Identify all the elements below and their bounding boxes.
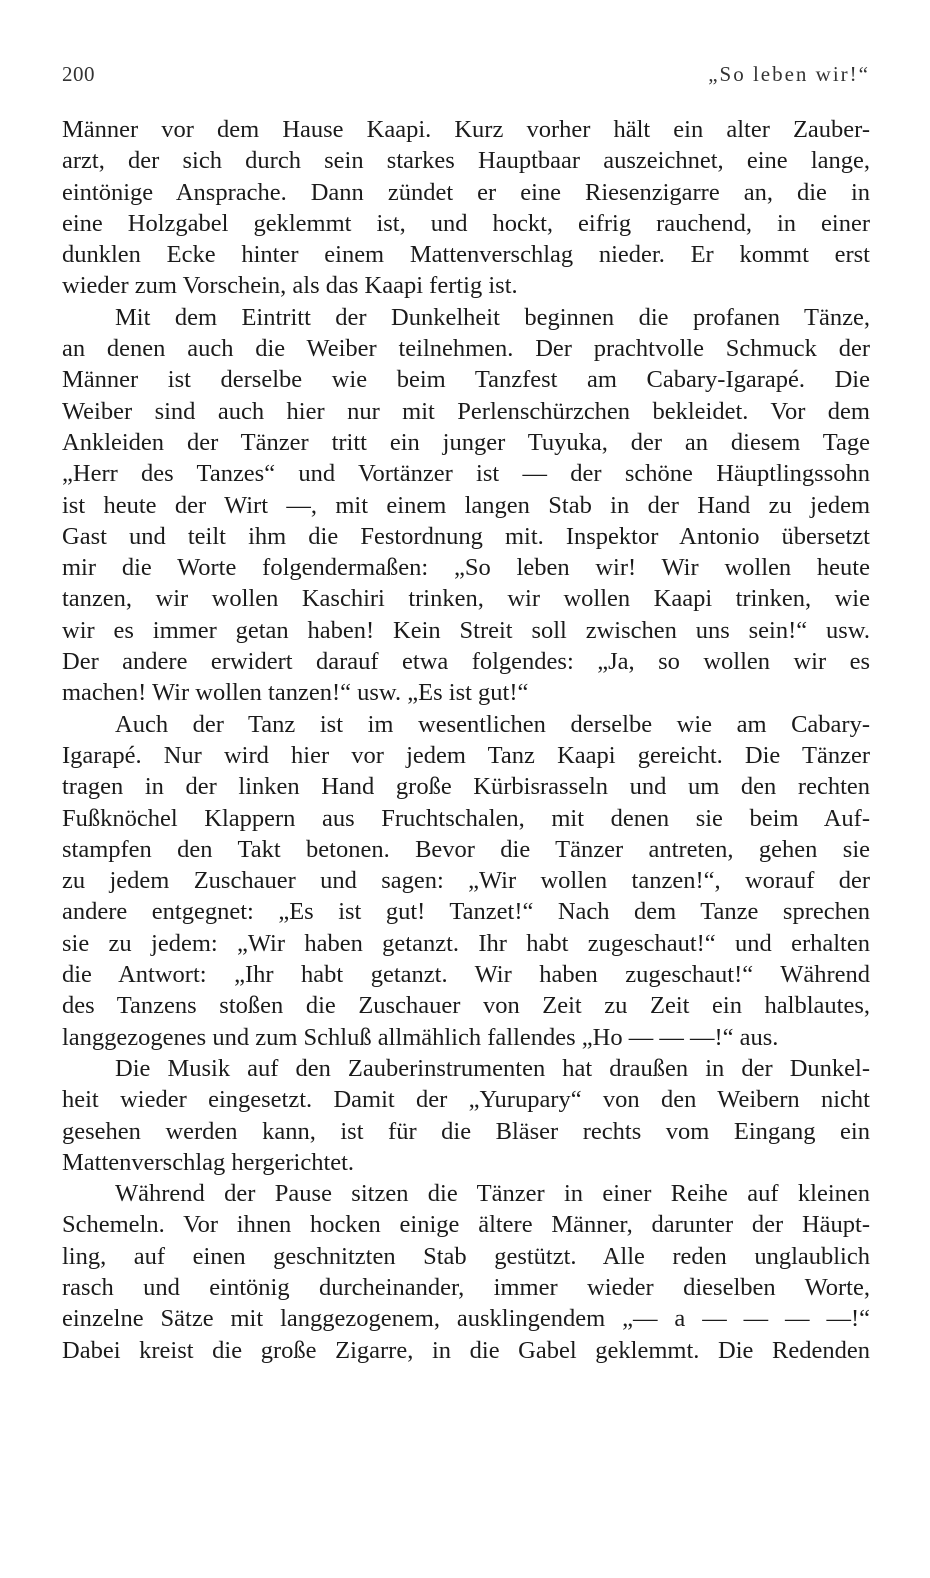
text-line: Gast und teilt ihm die Festordnung mit. Inspektor Antonio übersetzt [62, 522, 870, 550]
text-line: Männer ist derselbe wie beim Tanzfest am Cabary-Igarapé. Die [62, 366, 870, 394]
text-line: an denen auch die Weiber teilnehmen. Der prachtvolle Schmuck der [62, 335, 870, 363]
text-line: ist heute der Wirt —, mit einem langen Stab in der Hand zu jedem [62, 491, 870, 519]
text-line: gesehen werden kann, ist für die Bläser rechts vom Eingang ein [62, 1117, 870, 1145]
text-line: Während der Pause sitzen die Tänzer in einer Reihe auf kleinen [115, 1180, 870, 1208]
text-line: arzt, der sich durch sein starkes Hauptbaar auszeichnet, eine lange, [62, 147, 870, 175]
text-line: wir es immer getan haben! Kein Streit soll zwischen uns sein!“ usw. [62, 616, 870, 644]
text-line: mir die Worte folgendermaßen: „So leben wir! Wir wollen heute [62, 554, 870, 582]
text-line: die Antwort: „Ihr habt getanzt. Wir haben zugeschaut!“ Während [62, 961, 870, 989]
running-title: „So leben wir!“ [708, 62, 870, 86]
text-line: Ankleiden der Tänzer tritt ein junger Tuyuka, der an diesem Tage [62, 428, 870, 456]
text-line: tanzen, wir wollen Kaschiri trinken, wir wollen Kaapi trinken, wie [62, 585, 870, 613]
text-line: Weiber sind auch hier nur mit Perlenschürzchen bekleidet. Vor dem [62, 397, 870, 425]
text-line: Der andere erwidert darauf etwa folgendes: „Ja, so wollen wir es [62, 648, 870, 676]
text-line: des Tanzens stoßen die Zuschauer von Zeit zu Zeit ein halblautes, [62, 992, 870, 1020]
text-line: Mattenverschlag hergerichtet. [62, 1148, 355, 1176]
text-line: einzelne Sätze mit langgezogenem, ausklingendem „— a — — — —!“ [62, 1305, 870, 1333]
text-line: zu jedem Zuschauer und sagen: „Wir wollen tanzen!“, worauf der [62, 867, 870, 895]
text-line: heit wieder eingesetzt. Damit der „Yurupary“ von den Weibern nicht [62, 1086, 870, 1114]
text-line: Dabei kreist die große Zigarre, in die Gabel geklemmt. Die Redenden [62, 1336, 870, 1364]
text-line: Igarapé. Nur wird hier vor jedem Tanz Kaapi gereicht. Die Tänzer [62, 741, 870, 769]
text-line: machen! Wir wollen tanzen!“ usw. „Es ist gut!“ [62, 679, 529, 707]
text-line: Mit dem Eintritt der Dunkelheit beginnen die profanen Tänze, [115, 303, 870, 331]
text-line: eintönige Ansprache. Dann zündet er eine Riesenzigarre an, die in [62, 178, 870, 206]
page-number: 200 [62, 62, 95, 86]
text-line: dunklen Ecke hinter einem Mattenverschlag nieder. Er kommt erst [62, 241, 870, 269]
text-line: stampfen den Takt betonen. Bevor die Tänzer antreten, gehen sie [62, 835, 870, 863]
running-head [62, 62, 870, 90]
text-line: sie zu jedem: „Wir haben getanzt. Ihr habt zugeschaut!“ und erhalten [62, 929, 870, 957]
text-line: Fußknöchel Klappern aus Fruchtschalen, mit denen sie beim Auf- [62, 804, 870, 832]
text-line: eine Holzgabel geklemmt ist, und hockt, eifrig rauchend, in einer [62, 209, 870, 237]
text-line: ling, auf einen geschnitzten Stab gestützt. Alle reden unglaublich [62, 1242, 870, 1270]
text-line: wieder zum Vorschein, als das Kaapi fertig ist. [62, 272, 518, 300]
text-line: rasch und eintönig durcheinander, immer wieder dieselben Worte, [62, 1273, 870, 1301]
text-line: Schemeln. Vor ihnen hocken einige ältere Männer, darunter der Häupt- [62, 1211, 870, 1239]
text-line: Die Musik auf den Zauberinstrumenten hat draußen in der Dunkel- [115, 1054, 870, 1082]
text-line: Männer vor dem Hause Kaapi. Kurz vorher hält ein alter Zauber- [62, 116, 870, 143]
text-line: Auch der Tanz ist im wesentlichen derselbe wie am Cabary- [115, 710, 870, 738]
text-line: andere entgegnet: „Es ist gut! Tanzet!“ Nach dem Tanze sprechen [62, 898, 870, 926]
text-line: tragen in der linken Hand große Kürbisrasseln und um den rechten [62, 773, 870, 801]
body-text [62, 114, 870, 1366]
book-page [62, 0, 870, 1578]
text-line: langgezogenes und zum Schluß allmählich fallendes „Ho — — —!“ aus. [62, 1023, 779, 1051]
text-line: „Herr des Tanzes“ und Vortänzer ist — der schöne Häuptlingssohn [62, 460, 870, 488]
